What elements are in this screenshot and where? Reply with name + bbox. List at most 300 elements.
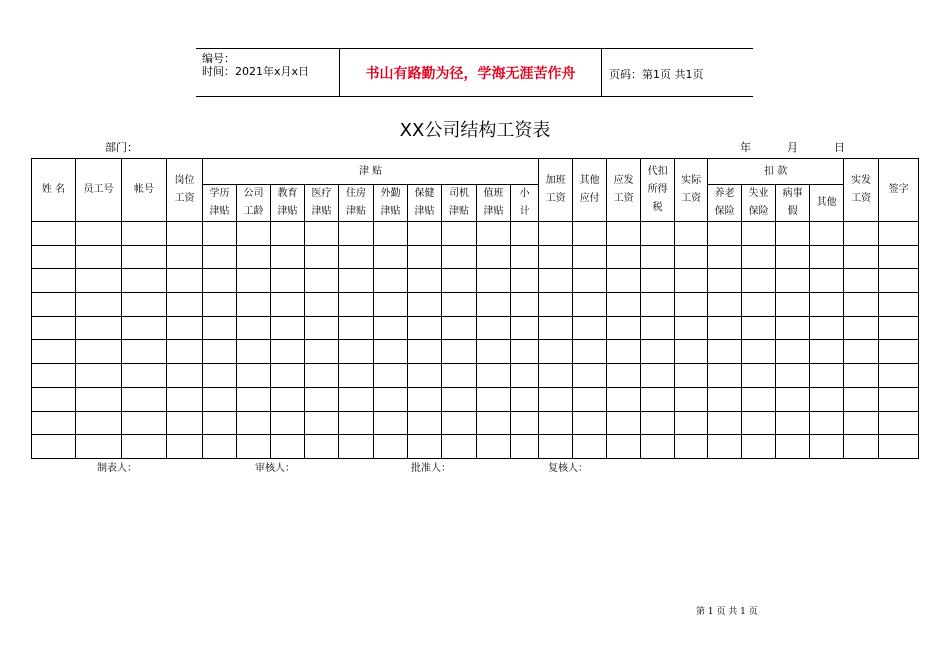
table-cell bbox=[607, 293, 641, 317]
prepared-by-label: 制表人： bbox=[97, 463, 137, 474]
table-cell bbox=[76, 411, 122, 435]
table-cell bbox=[237, 364, 271, 388]
table-cell bbox=[237, 316, 271, 340]
table-cell bbox=[32, 387, 76, 411]
table-cell bbox=[607, 269, 641, 293]
table-cell bbox=[607, 316, 641, 340]
table-cell bbox=[511, 269, 539, 293]
table-cell bbox=[271, 222, 305, 246]
table-cell bbox=[607, 387, 641, 411]
table-cell bbox=[641, 387, 675, 411]
table-cell bbox=[477, 340, 511, 364]
table-cell bbox=[203, 222, 237, 246]
table-row bbox=[32, 411, 919, 435]
table-cell bbox=[708, 269, 742, 293]
col-position-wage: 岗位 工资 bbox=[167, 159, 203, 222]
table-cell bbox=[374, 293, 408, 317]
table-cell bbox=[742, 387, 776, 411]
table-cell bbox=[708, 435, 742, 459]
table-cell bbox=[374, 245, 408, 269]
table-cell bbox=[408, 245, 442, 269]
table-cell bbox=[408, 435, 442, 459]
table-cell bbox=[408, 269, 442, 293]
table-cell bbox=[776, 269, 810, 293]
deduction-other: 其他 bbox=[810, 185, 844, 222]
table-cell bbox=[477, 316, 511, 340]
table-cell bbox=[776, 340, 810, 364]
table-cell bbox=[237, 387, 271, 411]
table-cell bbox=[776, 435, 810, 459]
table-cell bbox=[271, 364, 305, 388]
table-cell bbox=[844, 245, 879, 269]
table-cell bbox=[339, 435, 374, 459]
table-cell bbox=[573, 222, 607, 246]
table-cell bbox=[477, 411, 511, 435]
table-cell bbox=[271, 340, 305, 364]
table-cell bbox=[203, 293, 237, 317]
table-cell bbox=[271, 293, 305, 317]
table-row bbox=[32, 316, 919, 340]
table-cell bbox=[844, 222, 879, 246]
table-cell bbox=[203, 387, 237, 411]
table-cell bbox=[408, 387, 442, 411]
table-cell bbox=[708, 245, 742, 269]
table-cell bbox=[339, 316, 374, 340]
table-cell bbox=[76, 293, 122, 317]
page-label: 页码：第1页 共1页 bbox=[609, 68, 704, 81]
col-other-payable: 其他 应付 bbox=[573, 159, 607, 222]
table-cell bbox=[339, 387, 374, 411]
table-cell bbox=[122, 245, 167, 269]
table-cell bbox=[742, 364, 776, 388]
table-cell bbox=[167, 340, 203, 364]
salary-table bbox=[31, 158, 919, 459]
table-cell bbox=[675, 411, 708, 435]
table-cell bbox=[374, 411, 408, 435]
table-cell bbox=[167, 293, 203, 317]
table-cell bbox=[237, 269, 271, 293]
table-cell bbox=[167, 316, 203, 340]
allowance-education: 学历 津贴 bbox=[203, 185, 237, 222]
table-cell bbox=[408, 364, 442, 388]
table-cell bbox=[442, 364, 477, 388]
table-cell bbox=[442, 316, 477, 340]
table-cell bbox=[408, 316, 442, 340]
table-cell bbox=[844, 269, 879, 293]
table-cell bbox=[339, 293, 374, 317]
table-cell bbox=[477, 387, 511, 411]
table-cell bbox=[573, 316, 607, 340]
table-cell bbox=[879, 364, 919, 388]
table-cell bbox=[708, 387, 742, 411]
table-cell bbox=[32, 435, 76, 459]
table-cell bbox=[641, 269, 675, 293]
deduction-leave: 病事 假 bbox=[776, 185, 810, 222]
table-cell bbox=[675, 387, 708, 411]
table-cell bbox=[573, 245, 607, 269]
date-line bbox=[740, 139, 845, 155]
table-row bbox=[32, 293, 919, 317]
table-cell bbox=[122, 222, 167, 246]
table-cell bbox=[32, 222, 76, 246]
table-cell bbox=[271, 316, 305, 340]
table-cell bbox=[742, 222, 776, 246]
table-cell bbox=[374, 316, 408, 340]
table-cell bbox=[122, 387, 167, 411]
table-cell bbox=[607, 340, 641, 364]
table-cell bbox=[879, 340, 919, 364]
table-cell bbox=[708, 316, 742, 340]
table-cell bbox=[167, 435, 203, 459]
header-meta bbox=[202, 52, 309, 78]
document-header bbox=[196, 48, 753, 97]
deduction-unemployment: 失业 保险 bbox=[742, 185, 776, 222]
table-cell bbox=[339, 340, 374, 364]
table-row bbox=[32, 435, 919, 459]
table-cell bbox=[237, 293, 271, 317]
table-cell bbox=[675, 269, 708, 293]
table-cell bbox=[76, 269, 122, 293]
table-cell bbox=[879, 435, 919, 459]
table-cell bbox=[32, 293, 76, 317]
table-cell bbox=[167, 411, 203, 435]
col-actual: 实际 工资 bbox=[675, 159, 708, 222]
table-cell bbox=[641, 364, 675, 388]
table-cell bbox=[675, 222, 708, 246]
table-cell bbox=[539, 293, 573, 317]
table-cell bbox=[607, 411, 641, 435]
table-cell bbox=[76, 222, 122, 246]
table-cell bbox=[810, 222, 844, 246]
table-cell bbox=[76, 340, 122, 364]
table-cell bbox=[32, 411, 76, 435]
table-cell bbox=[305, 316, 339, 340]
table-cell bbox=[477, 364, 511, 388]
slogan: 书山有路勤为径，学海无涯苦作舟 bbox=[339, 49, 602, 96]
table-cell bbox=[305, 340, 339, 364]
time-label: 时间：2021年x月x日 bbox=[202, 65, 310, 78]
table-cell bbox=[573, 411, 607, 435]
allowance-health: 保健 津贴 bbox=[408, 185, 442, 222]
table-cell bbox=[573, 387, 607, 411]
page-footer: 第 1 页 共 1 页 bbox=[696, 607, 758, 617]
table-cell bbox=[477, 435, 511, 459]
table-cell bbox=[776, 387, 810, 411]
table-cell bbox=[442, 387, 477, 411]
table-cell bbox=[305, 364, 339, 388]
table-cell bbox=[776, 316, 810, 340]
table-cell bbox=[844, 411, 879, 435]
table-cell bbox=[539, 269, 573, 293]
table-cell bbox=[374, 387, 408, 411]
table-cell bbox=[477, 293, 511, 317]
table-cell bbox=[810, 293, 844, 317]
table-cell bbox=[442, 293, 477, 317]
allowance-schooling: 教育 津贴 bbox=[271, 185, 305, 222]
table-cell bbox=[374, 364, 408, 388]
table-cell bbox=[374, 340, 408, 364]
table-cell bbox=[607, 222, 641, 246]
table-cell bbox=[339, 411, 374, 435]
table-cell bbox=[641, 316, 675, 340]
table-cell bbox=[442, 435, 477, 459]
col-sign: 签字 bbox=[879, 159, 919, 222]
table-cell bbox=[879, 387, 919, 411]
table-cell bbox=[442, 222, 477, 246]
table-cell bbox=[477, 222, 511, 246]
table-row bbox=[32, 269, 919, 293]
table-cell bbox=[539, 340, 573, 364]
table-cell bbox=[339, 269, 374, 293]
table-cell bbox=[742, 411, 776, 435]
table-cell bbox=[271, 435, 305, 459]
allowance-seniority: 公司 工龄 bbox=[237, 185, 271, 222]
table-cell bbox=[810, 435, 844, 459]
table-cell bbox=[573, 269, 607, 293]
table-cell bbox=[237, 222, 271, 246]
table-cell bbox=[742, 293, 776, 317]
table-cell bbox=[167, 387, 203, 411]
table-cell bbox=[879, 293, 919, 317]
table-cell bbox=[776, 222, 810, 246]
table-cell bbox=[32, 340, 76, 364]
table-cell bbox=[408, 340, 442, 364]
table-cell bbox=[203, 364, 237, 388]
table-cell bbox=[675, 245, 708, 269]
table-row bbox=[32, 245, 919, 269]
table-cell bbox=[442, 411, 477, 435]
table-cell bbox=[305, 269, 339, 293]
table-row bbox=[32, 387, 919, 411]
table-cell bbox=[810, 387, 844, 411]
table-cell bbox=[573, 435, 607, 459]
deduction-pension: 养老 保险 bbox=[708, 185, 742, 222]
table-cell bbox=[339, 245, 374, 269]
table-cell bbox=[237, 340, 271, 364]
table-cell bbox=[32, 245, 76, 269]
table-cell bbox=[271, 387, 305, 411]
table-cell bbox=[339, 222, 374, 246]
reviewed-by-label: 审核人： bbox=[255, 463, 295, 474]
table-cell bbox=[305, 435, 339, 459]
allowance-group: 津 贴 bbox=[203, 159, 539, 185]
table-cell bbox=[573, 293, 607, 317]
col-name: 姓 名 bbox=[32, 159, 76, 222]
table-cell bbox=[511, 411, 539, 435]
table-cell bbox=[511, 340, 539, 364]
date-month: 月 bbox=[787, 141, 798, 154]
table-cell bbox=[607, 435, 641, 459]
table-cell bbox=[122, 293, 167, 317]
col-employee-id: 员工号 bbox=[76, 159, 122, 222]
table-cell bbox=[477, 269, 511, 293]
table-cell bbox=[237, 245, 271, 269]
table-cell bbox=[607, 364, 641, 388]
allowance-medical: 医疗 津贴 bbox=[305, 185, 339, 222]
table-cell bbox=[810, 269, 844, 293]
table-cell bbox=[167, 222, 203, 246]
table-cell bbox=[810, 316, 844, 340]
table-cell bbox=[122, 435, 167, 459]
table-cell bbox=[167, 245, 203, 269]
table-cell bbox=[203, 411, 237, 435]
table-cell bbox=[776, 411, 810, 435]
table-cell bbox=[76, 364, 122, 388]
table-cell bbox=[573, 364, 607, 388]
table-cell bbox=[237, 411, 271, 435]
table-cell bbox=[511, 364, 539, 388]
col-account: 帐号 bbox=[122, 159, 167, 222]
table-cell bbox=[844, 387, 879, 411]
number-label: 编号： bbox=[202, 52, 235, 65]
table-row bbox=[32, 222, 919, 246]
allowance-field: 外勤 津贴 bbox=[374, 185, 408, 222]
approved-by-label: 批准人： bbox=[411, 463, 451, 474]
table-cell bbox=[879, 411, 919, 435]
date-day: 日 bbox=[834, 141, 845, 154]
table-cell bbox=[641, 340, 675, 364]
table-cell bbox=[511, 387, 539, 411]
table-cell bbox=[339, 364, 374, 388]
table-cell bbox=[810, 411, 844, 435]
table-cell bbox=[305, 245, 339, 269]
table-cell bbox=[539, 411, 573, 435]
table-cell bbox=[32, 364, 76, 388]
table-cell bbox=[742, 269, 776, 293]
table-cell bbox=[511, 245, 539, 269]
table-cell bbox=[879, 245, 919, 269]
table-cell bbox=[844, 340, 879, 364]
table-cell bbox=[708, 411, 742, 435]
table-cell bbox=[607, 245, 641, 269]
table-cell bbox=[742, 316, 776, 340]
table-cell bbox=[271, 269, 305, 293]
table-cell bbox=[271, 411, 305, 435]
table-cell bbox=[408, 411, 442, 435]
page-title: XX公司结构工资表 bbox=[399, 120, 551, 141]
table-cell bbox=[203, 245, 237, 269]
col-tax: 代扣 所得 税 bbox=[641, 159, 675, 222]
table-cell bbox=[776, 293, 810, 317]
table-cell bbox=[442, 245, 477, 269]
table-cell bbox=[539, 316, 573, 340]
table-cell bbox=[708, 340, 742, 364]
table-cell bbox=[511, 435, 539, 459]
table-cell bbox=[641, 222, 675, 246]
allowance-subtotal: 小 计 bbox=[511, 185, 539, 222]
allowance-duty: 值班 津贴 bbox=[477, 185, 511, 222]
table-cell bbox=[237, 435, 271, 459]
col-gross: 应发 工资 bbox=[607, 159, 641, 222]
table-cell bbox=[810, 340, 844, 364]
table-cell bbox=[879, 269, 919, 293]
table-cell bbox=[305, 293, 339, 317]
table-cell bbox=[511, 222, 539, 246]
allowance-housing: 住房 津贴 bbox=[339, 185, 374, 222]
table-cell bbox=[511, 293, 539, 317]
table-cell bbox=[32, 316, 76, 340]
table-cell bbox=[167, 269, 203, 293]
table-cell bbox=[32, 269, 76, 293]
table-cell bbox=[641, 245, 675, 269]
table-cell bbox=[122, 364, 167, 388]
table-cell bbox=[675, 364, 708, 388]
table-cell bbox=[742, 340, 776, 364]
table-cell bbox=[271, 245, 305, 269]
table-row bbox=[32, 340, 919, 364]
table-cell bbox=[708, 364, 742, 388]
department-label: 部门： bbox=[105, 141, 138, 154]
table-cell bbox=[477, 245, 511, 269]
table-cell bbox=[573, 340, 607, 364]
table-cell bbox=[539, 364, 573, 388]
table-cell bbox=[539, 435, 573, 459]
table-cell bbox=[539, 245, 573, 269]
table-row bbox=[32, 364, 919, 388]
table-cell bbox=[844, 293, 879, 317]
table-cell bbox=[408, 222, 442, 246]
table-cell bbox=[203, 316, 237, 340]
table-cell bbox=[675, 435, 708, 459]
table-cell bbox=[844, 435, 879, 459]
table-cell bbox=[203, 435, 237, 459]
table-cell bbox=[374, 435, 408, 459]
table-cell bbox=[708, 222, 742, 246]
table-cell bbox=[879, 316, 919, 340]
table-cell bbox=[408, 293, 442, 317]
table-cell bbox=[742, 435, 776, 459]
table-cell bbox=[76, 435, 122, 459]
table-cell bbox=[641, 293, 675, 317]
table-cell bbox=[776, 364, 810, 388]
table-cell bbox=[810, 364, 844, 388]
table-cell bbox=[203, 340, 237, 364]
table-cell bbox=[76, 387, 122, 411]
rechecked-by-label: 复核人： bbox=[548, 463, 588, 474]
table-cell bbox=[122, 411, 167, 435]
table-cell bbox=[675, 316, 708, 340]
table-cell bbox=[305, 387, 339, 411]
table-cell bbox=[539, 387, 573, 411]
table-cell bbox=[374, 222, 408, 246]
table-cell bbox=[442, 340, 477, 364]
table-cell bbox=[122, 316, 167, 340]
table-cell bbox=[742, 245, 776, 269]
table-cell bbox=[844, 364, 879, 388]
table-cell bbox=[122, 269, 167, 293]
table-cell bbox=[167, 364, 203, 388]
table-cell bbox=[76, 316, 122, 340]
table-cell bbox=[305, 222, 339, 246]
deduction-group: 扣 款 bbox=[708, 159, 844, 185]
table-cell bbox=[442, 269, 477, 293]
table-cell bbox=[641, 411, 675, 435]
table-cell bbox=[305, 411, 339, 435]
table-cell bbox=[122, 340, 167, 364]
table-cell bbox=[641, 435, 675, 459]
table-cell bbox=[810, 245, 844, 269]
table-cell bbox=[675, 293, 708, 317]
table-cell bbox=[539, 222, 573, 246]
date-year: 年 bbox=[740, 141, 751, 154]
col-overtime: 加班 工资 bbox=[539, 159, 573, 222]
table-cell bbox=[708, 293, 742, 317]
table-cell bbox=[879, 222, 919, 246]
table-cell bbox=[76, 245, 122, 269]
table-cell bbox=[203, 269, 237, 293]
table-cell bbox=[776, 245, 810, 269]
col-net: 实发 工资 bbox=[844, 159, 879, 222]
